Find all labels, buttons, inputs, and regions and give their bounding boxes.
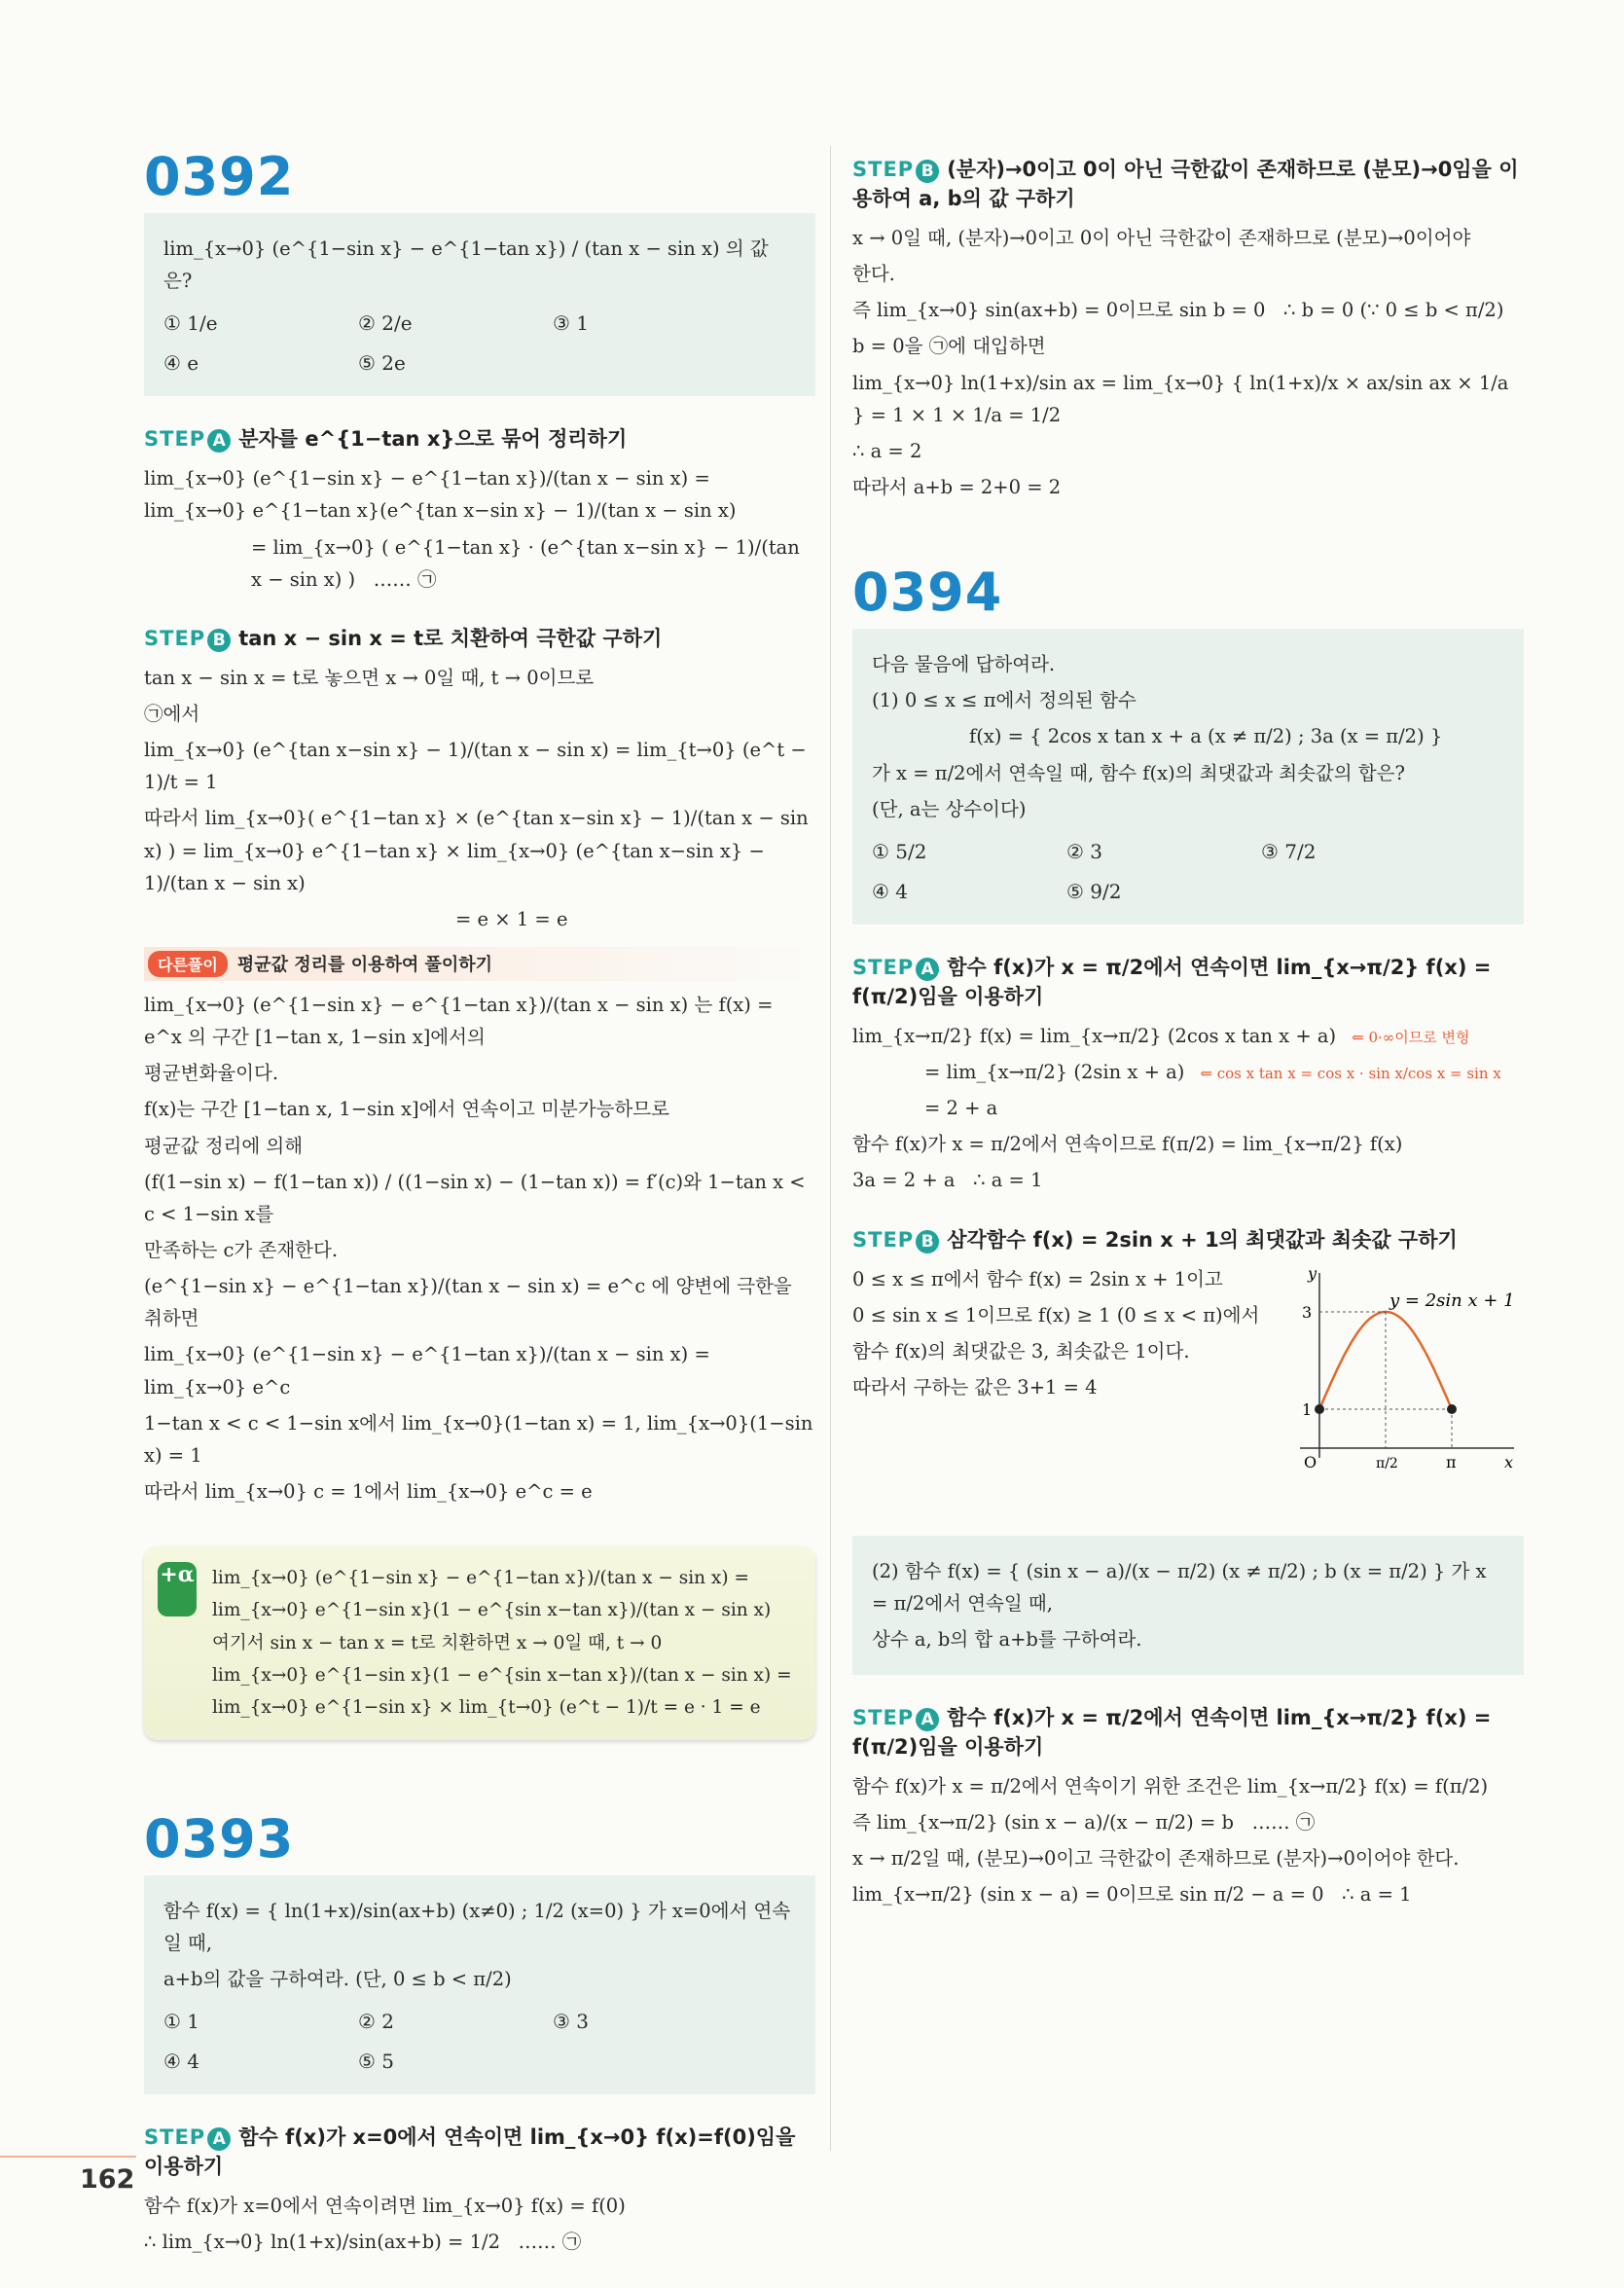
origin-label: O — [1304, 1452, 1317, 1471]
solution-line: = e × 1 = e — [455, 907, 568, 930]
step-a-header — [144, 2122, 815, 2180]
alternate-solution-header — [144, 947, 815, 981]
left-column — [144, 146, 819, 2262]
problem-number-0392: 0392 — [144, 146, 295, 207]
solution-line: lim_{x→0} (e^{1−sin x} − e^{1−tan x})/(tan x − sin x) = lim_{x→0} e^{1−tan x}(e^{tan x−sin x} − 1)/(tan x − sin x) — [144, 467, 737, 523]
choice-1: ① 1 — [163, 2009, 200, 2033]
x-axis-label: x — [1504, 1452, 1514, 1471]
solution-line: 함수 f(x)가 x = π/2에서 연속이므로 f(π/2) = lim_{x→π/2} f(x) — [852, 1133, 1403, 1156]
question-text: 가 x = π/2에서 연속일 때, 함수 f(x)의 최댓값과 최솟값의 합은? — [872, 761, 1405, 784]
equation: = lim_{x→π/2} (2sin x + a) — [924, 1060, 1185, 1083]
step-title: 함수 f(x)가 x=0에서 연속이면 lim_{x→0} f(x)=f(0)임을 이용하기 — [144, 2125, 796, 2178]
solution-line: 한다. — [852, 263, 895, 286]
choice-3: ③ 1 — [553, 311, 590, 336]
question-text: (단, a는 상수이다) — [872, 797, 1027, 820]
plus-alpha-icon: +α — [158, 1562, 197, 1616]
solution-line: 1−tan x < c < 1−sin x에서 lim_{x→0}(1−tan x) = 1, lim_{x→0}(1−sin x) = 1 — [144, 1411, 819, 1467]
choice-2: ② 3 — [1066, 839, 1103, 863]
solution-line: = 2 + a — [924, 1097, 998, 1120]
y-axis-label: y — [1308, 1263, 1317, 1283]
question-text: 다음 물음에 답하여라. — [872, 653, 1056, 676]
step-tag: STEP — [144, 2125, 206, 2149]
start-point — [1315, 1404, 1324, 1414]
problem-box-0394-1 — [852, 629, 1524, 925]
step-a-header — [852, 1702, 1524, 1761]
choice-1: ① 5/2 — [872, 839, 927, 863]
side-note: ⇐ cos x tan x = cos x · sin x/cos x = sin x — [1200, 1064, 1501, 1082]
tick-pi-half: π/2 — [1376, 1455, 1398, 1471]
problem-box-0393 — [144, 1875, 815, 2094]
solution-line: 함수 f(x)가 x=0에서 연속이려면 lim_{x→0} f(x) = f(0) — [144, 2194, 626, 2217]
question-text — [872, 1555, 1504, 1619]
choice-5: ⑤ 9/2 — [1066, 879, 1122, 903]
step-b-header — [852, 1224, 1524, 1253]
solution-line: (f(1−sin x) − f(1−tan x)) / ((1−sin x) − (1−tan x)) = f′(c)와 1−tan x < c < 1−sin x를 — [144, 1170, 812, 1225]
alternate-solution-badge: 다른풀이 — [148, 951, 228, 977]
choice-list — [163, 307, 796, 381]
solution-line: lim_{x→π/2} (sin x − a) = 0이므로 sin π/2 − a = 0 ∴ a = 1 — [852, 1883, 1412, 1907]
plus-line: lim_{x→0} e^{1−sin x}(1 − e^{sin x−tan x})/(tan x − sin x) = lim_{x→0} e^{1−sin x} × lim_{t→0} (e^t − 1)/t = e · 1 = e — [212, 1664, 792, 1719]
solution-line: (e^{1−sin x} − e^{1−tan x})/(tan x − sin x) = e^c 에 양변에 극한을 취하면 — [144, 1275, 798, 1330]
solution-line: 0 ≤ sin x ≤ 1이므로 f(x) ≥ 1 (0 ≤ x < π)에서 — [852, 1303, 1260, 1326]
solution-line: = lim_{x→0} ( e^{1−tan x} · (e^{tan x−sin x} − 1)/(tan x − sin x) ) …… ㉠ — [251, 535, 807, 591]
solution-line: 즉 lim_{x→0} sin(ax+b) = 0이므로 sin b = 0 ∴ b = 0 (∵ 0 ≤ b < π/2) — [852, 299, 1504, 322]
step-tag: STEP — [852, 1705, 915, 1729]
problem-number-0394: 0394 — [852, 562, 1003, 624]
plus-line: 여기서 sin x − tan x = t로 치환하면 x → 0일 때, t → 0 — [212, 1632, 663, 1653]
tick-pi: π — [1446, 1452, 1457, 1471]
step-letter-badge: B — [207, 629, 231, 652]
solution-line: 만족하는 c가 존재한다. — [144, 1238, 339, 1261]
footer-rule — [0, 2156, 136, 2158]
question-text: 상수 a, b의 합 a+b를 구하여라. — [872, 1627, 1142, 1651]
step-tag: STEP — [852, 955, 915, 979]
solution-line: lim_{x→0} (e^{1−sin x} − e^{1−tan x})/(tan x − sin x) 는 f(x) = e^x 의 구간 [1−tan x, 1−sin x]에서의 — [144, 993, 779, 1049]
step-letter-badge: A — [916, 958, 939, 981]
question-text-main: (2) 함수 f(x) = { (sin x − a)/(x − π/2) (x ≠ π/2) ; b (x = π/2) } 가 x = π/2에서 연속일 때, — [872, 1559, 1493, 1615]
problem-box-0394-2 — [852, 1536, 1524, 1675]
step-title: 함수 f(x)가 x = π/2에서 연속이면 lim_{x→π/2} f(x) = f(π/2)임을 이용하기 — [852, 955, 1492, 1008]
solution-line: 평균변화율이다. — [144, 1062, 279, 1085]
solution-line: 따라서 구하는 값은 3+1 = 4 — [852, 1375, 1098, 1398]
step-b-text — [852, 1263, 1261, 1404]
step-title: (분자)→0이고 0이 아닌 극한값이 존재하므로 (분모)→0임을 이용하여 a, b의 값 구하기 — [852, 158, 1519, 210]
solution-line: ∴ a = 2 — [852, 439, 922, 462]
curve-label: y = 2sin x + 1 — [1389, 1289, 1515, 1311]
solution-line — [852, 1056, 1524, 1088]
choice-4: ④ 4 — [872, 879, 909, 903]
page-number: 162 — [80, 2164, 135, 2195]
solution-line: ∴ lim_{x→0} ln(1+x)/sin(ax+b) = 1/2 …… ㉠ — [144, 2231, 582, 2254]
solution-line: ㉠에서 — [144, 702, 200, 725]
step-b-header — [852, 154, 1524, 212]
solution-line: lim_{x→0} (e^{tan x−sin x} − 1)/(tan x − sin x) = lim_{t→0} (e^t − 1)/t = 1 — [144, 739, 812, 794]
choice-4: ④ 4 — [163, 2049, 200, 2073]
solution-line: 0 ≤ x ≤ π에서 함수 f(x) = 2sin x + 1이고 — [852, 1267, 1223, 1290]
question-text: 함수 f(x) = { ln(1+x)/sin(ax+b) (x≠0) ; 1/2 (x=0) } 가 x=0에서 연속일 때, — [163, 1899, 791, 1954]
step-tag: STEP — [144, 626, 206, 650]
solution-line: x → 0일 때, (분자)→0이고 0이 아닌 극한값이 존재하므로 (분모)→0이어야 — [852, 227, 1471, 249]
column-divider — [830, 146, 831, 2151]
sine-graph — [1281, 1263, 1524, 1477]
end-point — [1447, 1404, 1457, 1414]
choice-4: ④ e — [163, 351, 199, 376]
solution-line: x → π/2일 때, (분모)→0이고 극한값이 존재하므로 (분자)→0이어야 한다. — [852, 1847, 1460, 1870]
choice-1: ① 1/e — [163, 311, 218, 336]
solution-line: f(x)는 구간 [1−tan x, 1−sin x]에서 연속이고 미분가능하므로 — [144, 1098, 669, 1121]
step-letter-badge: A — [207, 2127, 231, 2151]
step-letter-badge: A — [916, 1708, 939, 1731]
solution-line: 함수 f(x)가 x = π/2에서 연속이기 위한 조건은 lim_{x→π/2} f(x) = f(π/2) — [852, 1774, 1489, 1798]
step-title: 함수 f(x)가 x = π/2에서 연속이면 lim_{x→π/2} f(x) = f(π/2)임을 이용하기 — [852, 1705, 1492, 1759]
choice-3: ③ 7/2 — [1261, 839, 1317, 863]
choice-list — [872, 835, 1504, 909]
step-title: tan x − sin x = t로 치환하여 극한값 구하기 — [238, 626, 663, 650]
tick-3: 3 — [1302, 1302, 1313, 1322]
solution-line: 따라서 lim_{x→0} c = 1에서 lim_{x→0} e^c = e — [144, 1479, 593, 1503]
choice-5: ⑤ 5 — [358, 2049, 395, 2073]
side-note: ⇐ 0·∞이므로 변형 — [1352, 1028, 1470, 1046]
solution-line: b = 0을 ㉠에 대입하면 — [852, 335, 1046, 358]
step-b-header — [144, 623, 815, 652]
problem-box-0392 — [144, 213, 815, 396]
step-a-header — [144, 423, 815, 453]
question-text: f(x) = { 2cos x tan x + a (x ≠ π/2) ; 3a (x = π/2) } — [969, 725, 1443, 748]
step-letter-badge: B — [916, 160, 939, 183]
choice-list — [163, 2005, 796, 2079]
step-letter-badge: A — [207, 429, 231, 453]
question-text: (1) 0 ≤ x ≤ π에서 정의된 함수 — [872, 689, 1137, 712]
plus-line: lim_{x→0} (e^{1−sin x} − e^{1−tan x})/(tan x − sin x) = lim_{x→0} e^{1−sin x}(1 − e^{sin x−tan x})/(tan x − sin x) — [212, 1568, 772, 1621]
choice-2: ② 2/e — [358, 311, 413, 336]
step-title: 삼각함수 f(x) = 2sin x + 1의 최댓값과 최솟값 구하기 — [947, 1227, 1458, 1252]
solution-line: 따라서 lim_{x→0}( e^{1−tan x} × (e^{tan x−sin x} − 1)/(tan x − sin x) ) = lim_{x→0} e^{1−tan x} × lim_{x→0} (e^{tan x−sin x} − 1)/(tan x − sin x) — [144, 807, 814, 894]
solution-line: lim_{x→0} (e^{1−sin x} − e^{1−tan x})/(tan x − sin x) = lim_{x→0} e^c — [144, 1343, 716, 1398]
solution-line: 따라서 a+b = 2+0 = 2 — [852, 475, 1062, 498]
step-b-body — [852, 1263, 1524, 1477]
choice-3: ③ 3 — [553, 2009, 590, 2033]
step-letter-badge: B — [916, 1230, 939, 1253]
step-title: 분자를 e^{1−tan x}으로 묶어 정리하기 — [238, 427, 628, 452]
right-column — [852, 154, 1524, 1915]
tick-1: 1 — [1302, 1399, 1313, 1419]
question-text: a+b의 값을 구하여라. (단, 0 ≤ b < π/2) — [163, 1967, 512, 1990]
question-text: lim_{x→0} (e^{1−sin x} − e^{1−tan x}) / (tan x − sin x) 의 값은? — [163, 237, 769, 293]
solution-line: lim_{x→0} ln(1+x)/sin ax = lim_{x→0} { ln(1+x)/x × ax/sin ax × 1/a } = 1 × 1 × 1/a = 1/2 — [852, 371, 1515, 426]
choice-2: ② 2 — [358, 2009, 395, 2033]
solution-line: tan x − sin x = t로 놓으면 x → 0일 때, t → 0이므로 — [144, 666, 595, 689]
solution-line — [852, 1020, 1524, 1052]
solution-line: 평균값 정리에 의해 — [144, 1134, 304, 1157]
step-tag: STEP — [852, 1227, 915, 1252]
plus-alpha-box — [144, 1546, 815, 1739]
problem-number-0393: 0393 — [144, 1807, 295, 1870]
solution-line: 즉 lim_{x→π/2} (sin x − a)/(x − π/2) = b …… ㉠ — [852, 1811, 1316, 1834]
step-a-header — [852, 952, 1524, 1010]
choice-5: ⑤ 2e — [358, 351, 406, 376]
equation: lim_{x→π/2} f(x) = lim_{x→π/2} (2cos x tan x + a) — [852, 1024, 1337, 1047]
solution-line: 함수 f(x)의 최댓값은 3, 최솟값은 1이다. — [852, 1339, 1190, 1362]
alternate-solution-title: 평균값 정리를 이용하여 풀이하기 — [236, 954, 493, 975]
step-tag: STEP — [852, 158, 915, 181]
solution-line: 3a = 2 + a ∴ a = 1 — [852, 1169, 1043, 1192]
step-tag: STEP — [144, 427, 206, 452]
